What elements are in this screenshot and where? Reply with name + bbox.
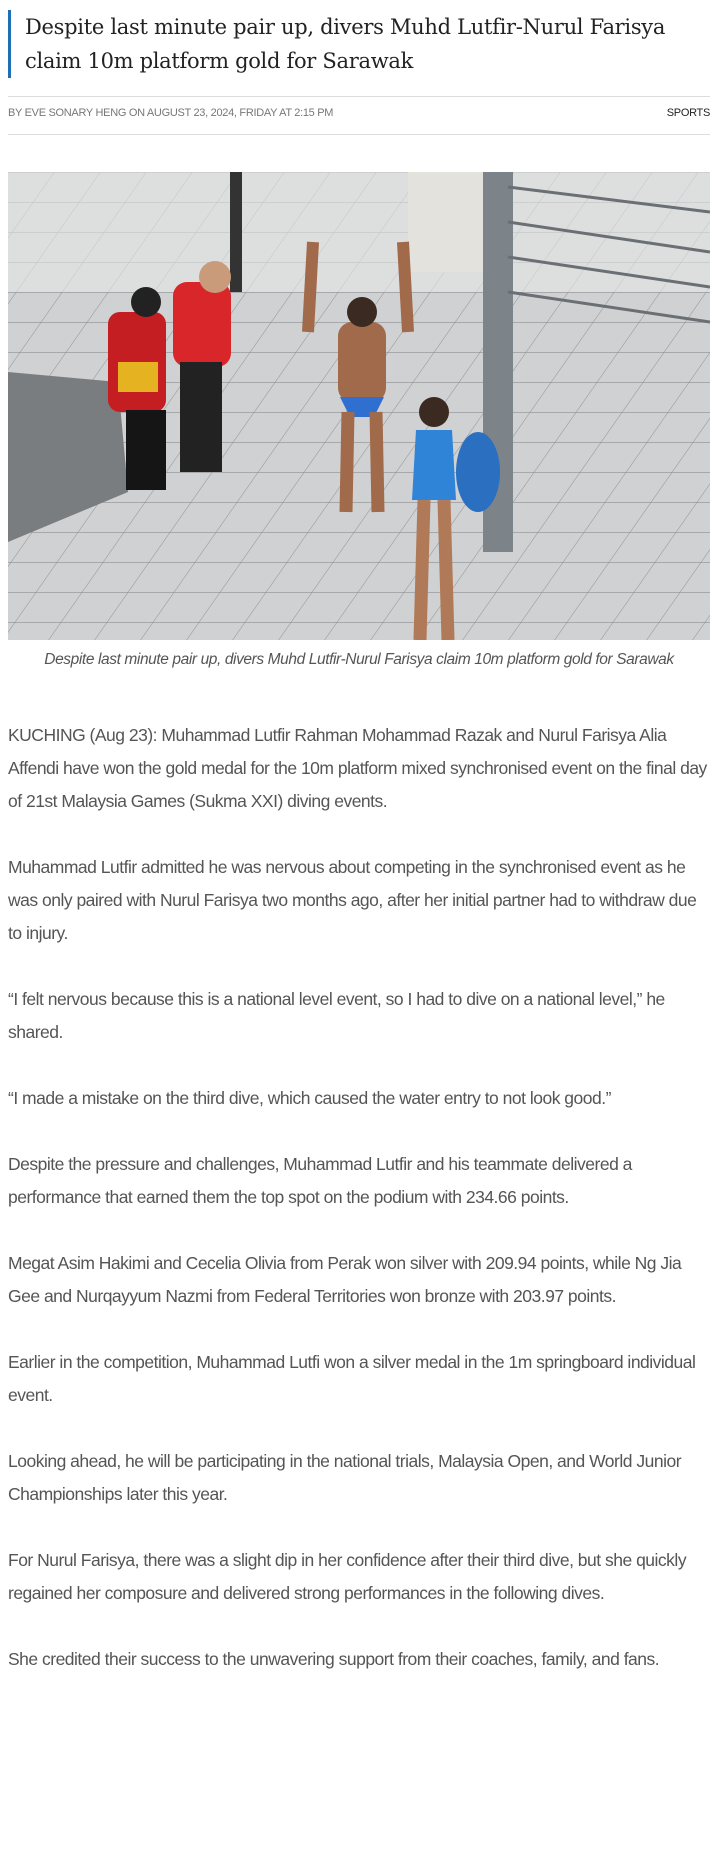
- article-body: [8, 719, 713, 1709]
- article-photo: [8, 172, 710, 640]
- paragraph: KUCHING (Aug 23): Muhammad Lutfir Rahman Mohammad Razak and Nurul Farisya Alia Affendi have won the gold medal for the 10m platform mixed synchronised event on the final day of 21st Malaysia Games (Sukma XXI) diving events.: [8, 725, 707, 811]
- byline: BY EVE SONARY HENG ON AUGUST 23, 2024, FRIDAY AT 2:15 PM: [8, 107, 334, 119]
- paragraph: Looking ahead, he will be participating in the national trials, Malaysia Open, and World Junior Championships later this year.: [8, 1451, 682, 1504]
- divider: [8, 134, 710, 135]
- category-link[interactable]: SPORTS: [666, 107, 710, 119]
- paragraph: She credited their success to the unwavering support from their coaches, family, and fans.: [8, 1649, 660, 1669]
- divider: [8, 96, 710, 97]
- photo-caption: Despite last minute pair up, divers Muhd Lutfir-Nurul Farisya claim 10m platform gold for Sarawak: [44, 651, 674, 668]
- paragraph: “I felt nervous because this is a national level event, so I had to dive on a national level,” he shared.: [8, 989, 665, 1042]
- paragraph: “I made a mistake on the third dive, which caused the water entry to not look good.”: [8, 1088, 611, 1108]
- paragraph: Muhammad Lutfir admitted he was nervous about competing in the synchronised event as he was only paired with Nurul Farisya two months ago, after her initial partner had to withdraw due to injury.: [8, 857, 697, 943]
- paragraph: For Nurul Farisya, there was a slight dip in her confidence after their third dive, but she quickly regained her composure and delivered strong performances in the following dives.: [8, 1550, 687, 1603]
- paragraph: Earlier in the competition, Muhammad Lutfi won a silver medal in the 1m springboard individual event.: [8, 1352, 696, 1405]
- paragraph: Megat Asim Hakimi and Cecelia Olivia from Perak won silver with 209.94 points, while Ng Jia Gee and Nurqayyum Nazmi from Federal Territories won bronze with 203.97 points.: [8, 1253, 682, 1306]
- paragraph: Despite the pressure and challenges, Muhammad Lutfir and his teammate delivered a performance that earned them the top spot on the podium with 234.66 points.: [8, 1154, 632, 1207]
- article-title: Despite last minute pair up, divers Muhd Lutfir-Nurul Farisya claim 10m platform gold for Sarawak: [8, 10, 715, 78]
- article-meta: [8, 107, 710, 119]
